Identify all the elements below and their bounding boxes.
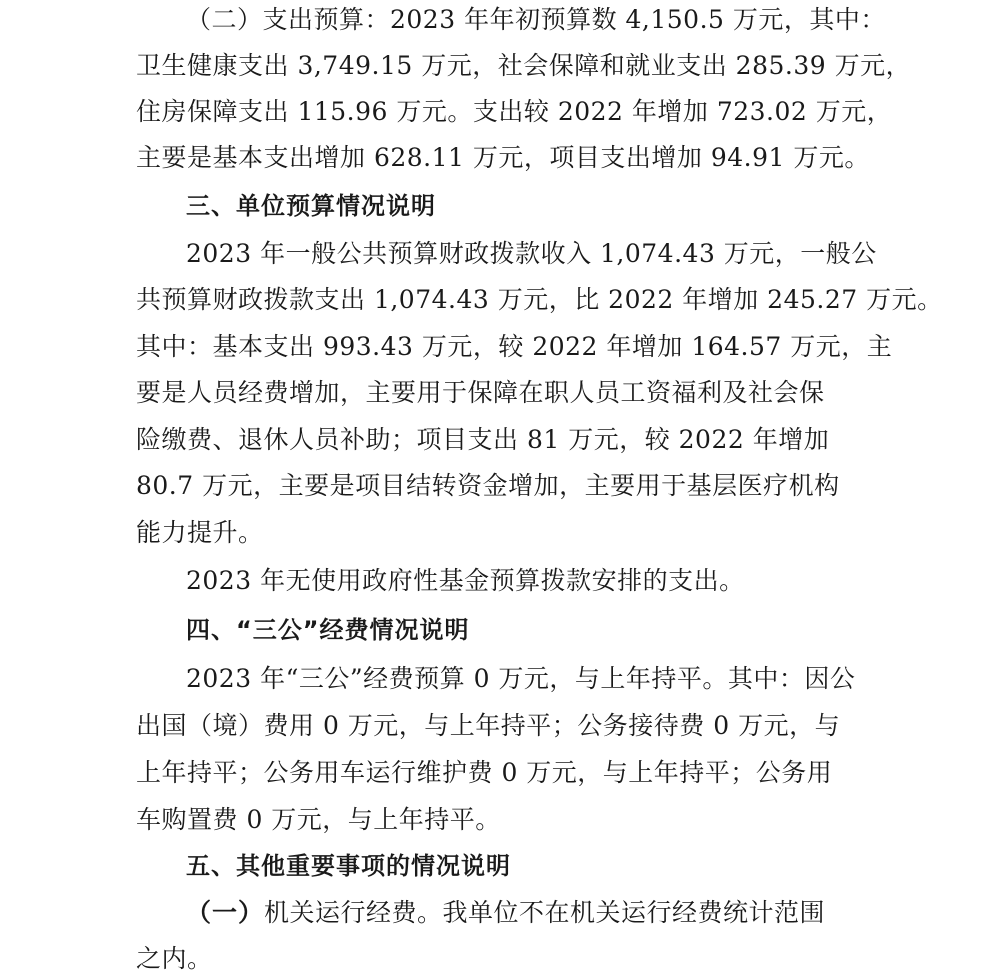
para-expense-budget-line-2: 卫生健康支出 3,749.15 万元，社会保障和就业支出 285.39 万元， — [136, 51, 912, 80]
para-unit-budget-line-7: 能力提升。 — [136, 518, 264, 547]
para-three-public-line-2: 出国（境）费用 0 万元，与上年持平；公务接待费 0 万元，与 — [136, 711, 841, 740]
section-heading-other-matters: 五、其他重要事项的情况说明 — [186, 852, 511, 880]
para-unit-budget-line-5: 险缴费、退休人员补助；项目支出 81 万元，较 2022 年增加 — [136, 425, 830, 454]
para-unit-budget-line-3: 其中：基本支出 993.43 万元，较 2022 年增加 164.57 万元，主 — [136, 332, 893, 361]
para-unit-budget-line-6: 80.7 万元，主要是项目结转资金增加，主要用于基层医疗机构 — [136, 471, 840, 500]
para-operating-expense-line-1 — [186, 893, 825, 933]
para-expense-budget-line-4: 主要是基本支出增加 628.11 万元，项目支出增加 94.91 万元。 — [136, 143, 870, 172]
sub-item-label: （一） — [186, 898, 265, 927]
para-government-fund: 2023 年无使用政府性基金预算拨款安排的支出。 — [186, 566, 745, 595]
para-expense-budget-line-3: 住房保障支出 115.96 万元。支出较 2022 年增加 723.02 万元， — [136, 97, 893, 126]
section-heading-three-public: 四、“三公”经费情况说明 — [186, 616, 470, 644]
section-heading-unit-budget: 三、单位预算情况说明 — [186, 192, 436, 220]
para-unit-budget-line-2: 共预算财政拨款支出 1,074.43 万元，比 2022 年增加 245.27 万元。 — [136, 285, 943, 314]
para-three-public-line-1: 2023 年“三公”经费预算 0 万元，与上年持平。其中：因公 — [186, 664, 856, 693]
para-unit-budget-line-4: 要是人员经费增加，主要用于保障在职人员工资福利及社会保 — [136, 378, 825, 407]
para-operating-expense-line-2: 之内。 — [136, 944, 213, 973]
para-three-public-line-4: 车购置费 0 万元，与上年持平。 — [136, 805, 501, 834]
para-three-public-line-3: 上年持平；公务用车运行维护费 0 万元，与上年持平；公务用 — [136, 758, 833, 787]
para-unit-budget-line-1: 2023 年一般公共预算财政拨款收入 1,074.43 万元，一般公 — [186, 239, 877, 268]
para-expense-budget-line-1: （二）支出预算：2023 年年初预算数 4,150.5 万元，其中： — [186, 5, 886, 34]
sub-item-text: 机关运行经费。我单位不在机关运行经费统计范围 — [264, 898, 826, 927]
